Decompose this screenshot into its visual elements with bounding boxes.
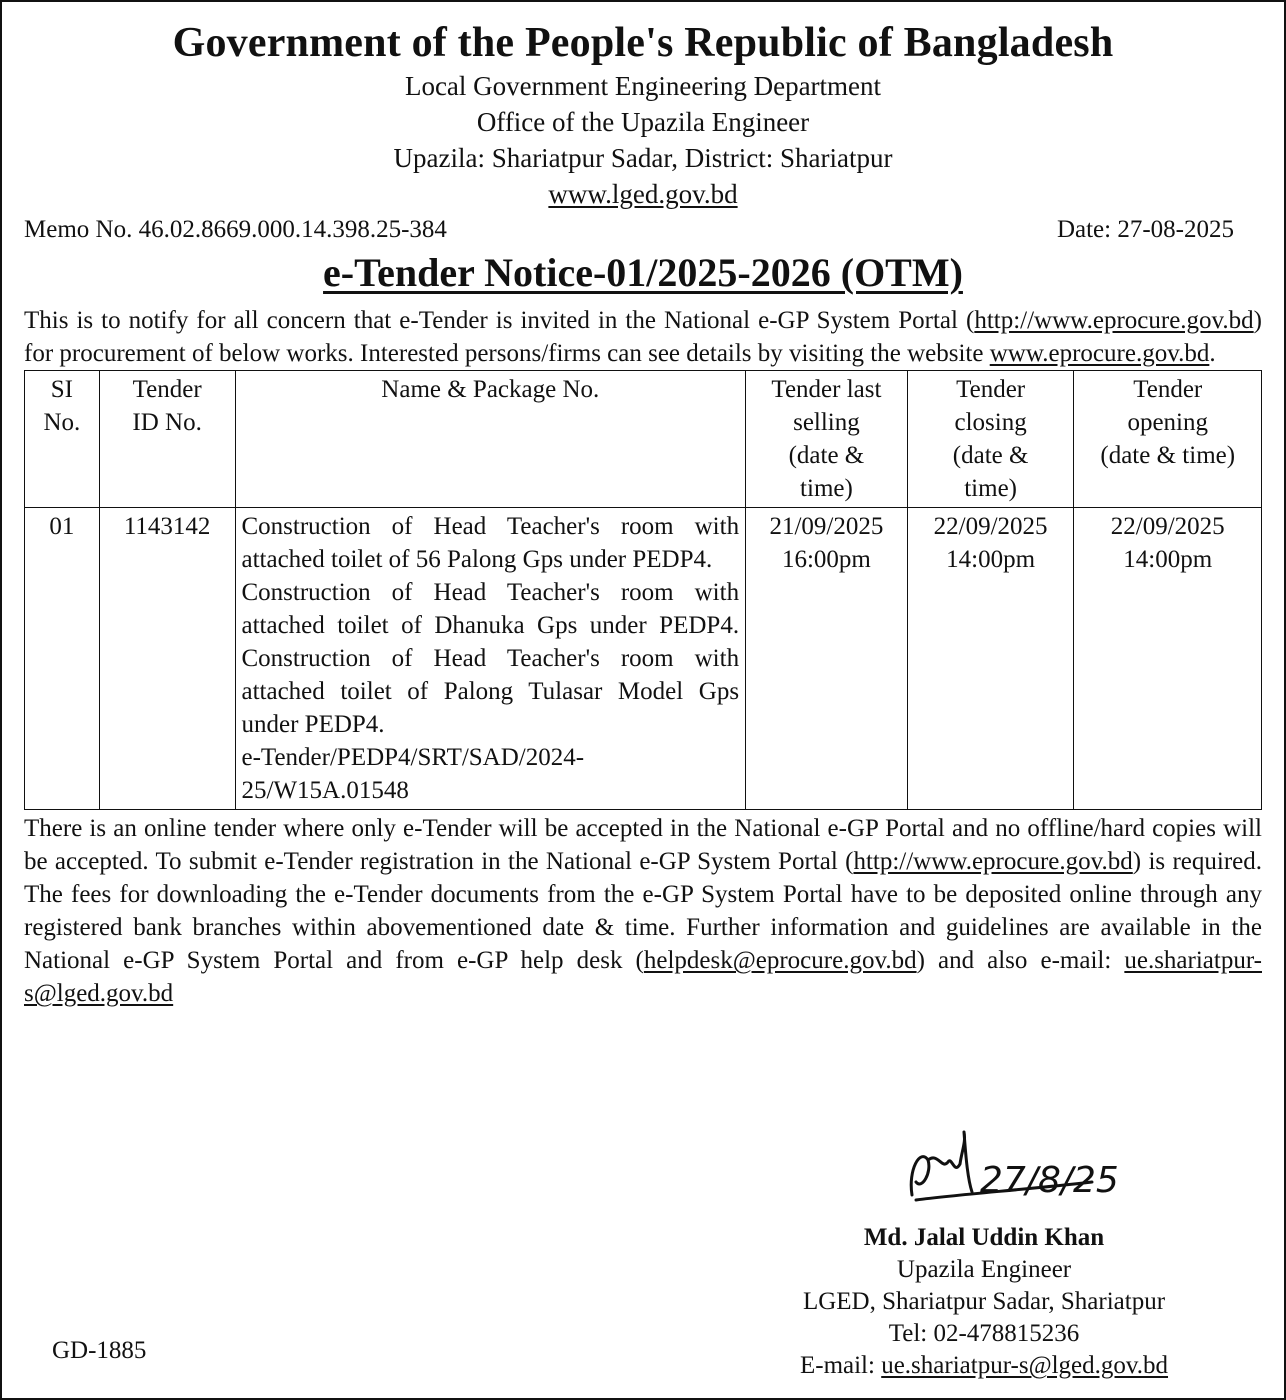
- selling-date: 21/09/2025: [769, 513, 884, 540]
- header-si-line: SI: [50, 376, 74, 403]
- office-location: Upazila: Shariatpur Sadar, District: Shariatpur: [393, 143, 893, 173]
- office-name: Office of the Upazila Engineer: [476, 107, 810, 137]
- work-description-1: Construction of Head Teacher's room with attached toilet of 56 Palong Gps under PEDP4.: [241, 513, 740, 573]
- header-si-line: No.: [43, 409, 81, 436]
- intro-text-3: .: [1209, 340, 1216, 367]
- office-email-link[interactable]: ue.shariatpur-s@lged.gov.bd: [24, 947, 1262, 1007]
- lged-website-link[interactable]: www.lged.gov.bd: [548, 179, 738, 209]
- signatory-office: LGED, Shariatpur Sadar, Shariatpur: [802, 1288, 1166, 1315]
- header-opening-line: (date & time): [1100, 442, 1236, 469]
- tender-table: [24, 370, 1262, 810]
- intro-text-2: ) for procurement of below works. Interested persons/firms can see details by visiting the website: [24, 307, 1262, 367]
- memo-date: Date: 27-08-2025: [1056, 216, 1234, 243]
- eprocure-link[interactable]: http://www.eprocure.gov.bd: [974, 307, 1254, 334]
- footer-text-2: ) is required. The fees for downloading the e-Tender documents from the e-GP System Portal have to be deposited online through any registered bank branches within abovementioned date & time. Further information and guidelines are available in the National e-GP System Portal and from e-GP help desk (: [24, 848, 1262, 974]
- helpdesk-email-link[interactable]: helpdesk@eprocure.gov.bd: [643, 947, 917, 974]
- header-id-line: Tender: [132, 376, 202, 403]
- memo-row: [24, 214, 1262, 246]
- header-selling-line: time): [800, 475, 853, 502]
- government-title: Government of the People's Republic of Bangladesh: [172, 20, 1114, 66]
- selling-time: 16:00pm: [781, 546, 871, 573]
- intro-text-1: This is to notify for all concern that e-Tender is invited in the National e-GP System Portal (: [24, 307, 975, 334]
- header-closing-line: Tender: [956, 376, 1026, 403]
- department-name: Local Government Engineering Department: [404, 71, 882, 101]
- eprocure-website-link[interactable]: www.eprocure.gov.bd: [989, 340, 1210, 367]
- email-label: E-mail:: [799, 1352, 882, 1379]
- closing-time: 14:00pm: [946, 546, 1036, 573]
- cell-si: 01: [25, 508, 100, 810]
- cell-last-selling: [746, 508, 908, 810]
- header-selling-line: (date &: [788, 442, 865, 469]
- signatory-block: [764, 1222, 1204, 1382]
- signatory-email-link[interactable]: ue.shariatpur-s@lged.gov.bd: [881, 1352, 1169, 1379]
- header-closing-line: time): [964, 475, 1017, 502]
- notice-title: [24, 248, 1262, 298]
- signatory-email-row: [764, 1350, 1204, 1382]
- signatory-tel: Tel: 02-478815236: [888, 1320, 1080, 1347]
- header-si: [25, 371, 100, 508]
- signature-date: 27/8/25: [980, 1160, 1119, 1201]
- header-opening: [1074, 371, 1262, 508]
- header-selling-line: selling: [793, 409, 860, 436]
- header-name-package: Name & Package No.: [235, 371, 746, 508]
- opening-date: 22/09/2025: [1110, 513, 1225, 540]
- header-closing-line: (date &: [952, 442, 1029, 469]
- memo-number: Memo No. 46.02.8669.000.14.398.25-384: [24, 216, 447, 243]
- signatory-designation: Upazila Engineer: [896, 1256, 1072, 1283]
- header-closing-line: closing: [954, 409, 1027, 436]
- footer-paragraph: [24, 812, 1262, 1010]
- table-row: [25, 508, 1262, 810]
- header-opening-line: Tender: [1133, 376, 1203, 403]
- eprocure-link[interactable]: http://www.eprocure.gov.bd: [853, 848, 1133, 875]
- table-header-row: [25, 371, 1262, 508]
- handwritten-signature: [902, 1120, 1119, 1215]
- package-no-line: e-Tender/PEDP4/SRT/SAD/2024-: [241, 744, 585, 771]
- work-description-2: Construction of Head Teacher's room with attached toilet of Dhanuka Gps under PEDP4. Construction of Head Teacher's room with attached toilet of Palong Tulasar Model Gps under PEDP4.: [241, 579, 740, 738]
- header-last-selling: [746, 371, 908, 508]
- header-closing: [907, 371, 1074, 508]
- gd-number: GD-1885: [52, 1337, 147, 1364]
- signatory-name: Md. Jalal Uddin Khan: [863, 1224, 1105, 1251]
- package-no-line: 25/W15A.01548: [241, 777, 409, 804]
- opening-time: 14:00pm: [1123, 546, 1213, 573]
- footer-text-1: There is an online tender where only e-Tender will be accepted in the National e-GP Portal and no offline/hard copies will be accepted. To submit e-Tender registration in the National e-GP System Portal (: [24, 815, 1262, 875]
- cell-opening: [1074, 508, 1262, 810]
- footer-text-3: ) and also e-mail:: [916, 947, 1125, 974]
- header-opening-line: opening: [1127, 409, 1208, 436]
- cell-closing: [907, 508, 1074, 810]
- closing-date: 22/09/2025: [933, 513, 1048, 540]
- header-id-line: ID No.: [132, 409, 202, 436]
- intro-paragraph: [24, 304, 1262, 370]
- header-tender-id: [99, 371, 235, 508]
- header-selling-line: Tender last: [771, 376, 882, 403]
- cell-tender-id: 1143142: [99, 508, 235, 810]
- notice-title-text: e-Tender Notice-01/2025-2026 (OTM): [323, 250, 963, 295]
- cell-name-package: [235, 508, 746, 810]
